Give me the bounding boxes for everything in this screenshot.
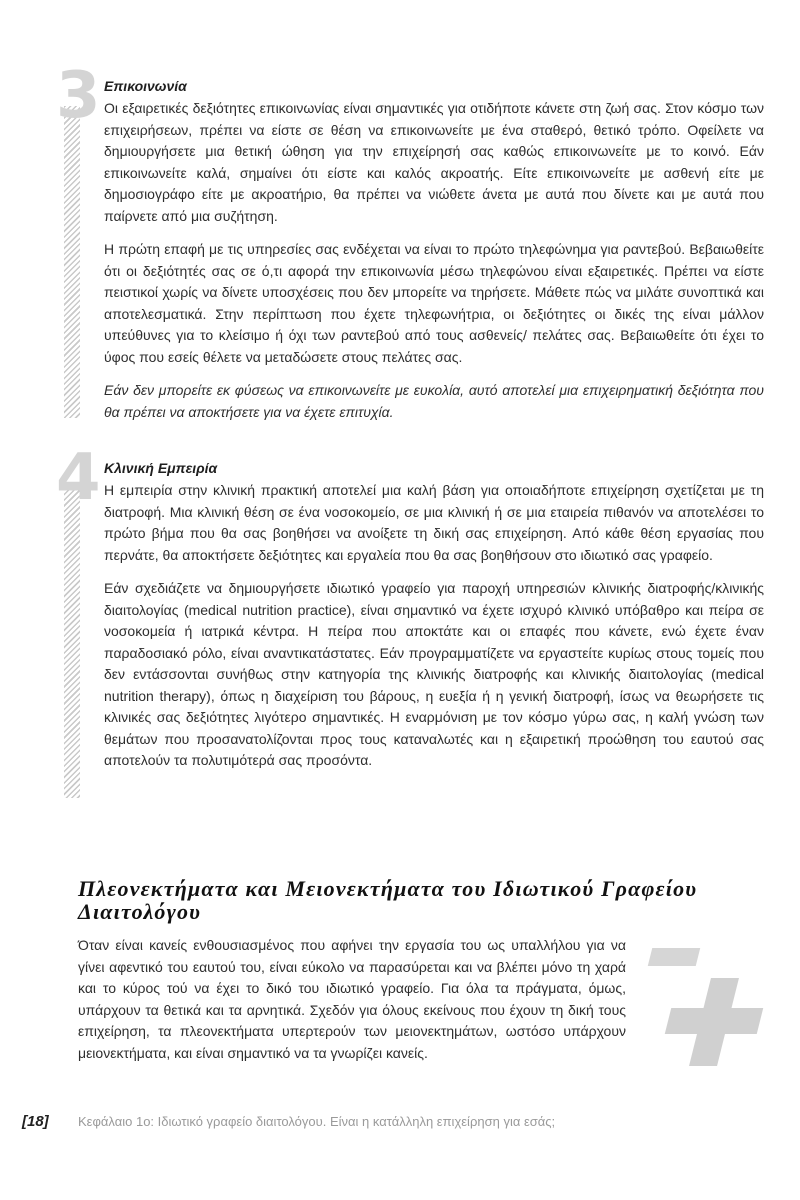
section-rail	[64, 106, 80, 418]
minus-icon	[648, 948, 700, 966]
pros-cons-title: Πλεονεκτήματα και Μειονεκτήματα του Ιδιωτικού Γραφείου Διαιτολόγου	[78, 876, 698, 924]
section-number: 3	[56, 59, 101, 133]
paragraph: Η εμπειρία στην κλινική πρακτική αποτελεί μια καλή βάση για οποιαδήποτε επιχείρηση σχετίζεται με τη διατροφή. Μια κλινική θέση σε ένα νοσοκομείο, σε μια κλινική ή σε μια εταιρεία πιθανόν να αποτελέσει το πρώτο βήμα που θα σας βοηθήσει να ανοίξετε τη δική σας επιχείρηση. Από κάθε θέση εργασίας που περνάτε, θα αποκτήσετε δεξιότητες και εργαλεία που θα σας βοηθήσουν στο ιδιωτικό σας γραφείο.	[104, 482, 764, 563]
section-heading: Κλινική Εμπειρία	[104, 460, 218, 476]
page-number: [18]	[22, 1113, 49, 1130]
chapter-footer: Κεφάλαιο 1ο: Ιδιωτικό γραφείο διαιτολόγου. Είναι η κατάλληλη επιχείρηση για εσάς;	[78, 1114, 556, 1129]
section-number: 4	[56, 441, 101, 515]
section-body	[104, 460, 764, 784]
section-heading: Επικοινωνία	[104, 78, 187, 94]
section-rail	[64, 488, 80, 798]
italic-note: Εάν δεν μπορείτε εκ φύσεως να επικοινωνείτε με ευκολία, αυτό αποτελεί μια επιχειρηματική δεξιότητα που θα πρέπει να αποκτήσετε για να έχετε επιτυχία.	[104, 382, 764, 420]
pros-cons-intro: Όταν είναι κανείς ενθουσιασμένος που αφήνει την εργασία του ως υπαλλήλου για να γίνει αφεντικό του εαυτού του, είναι εύκολο να παρασύρεται και να βλέπει μόνο τη χαρά και το κύρος τού να έχει το δικό του ιδιωτικό γραφείο. Για όλα τα πράγματα, όμως, υπάρχουν τα θετικά και τα αρνητικά. Σχεδόν για όλους εκείνους που έχουν τη δική τους επιχείρηση, τα πλεονεκτήματα υπερτερούν των μειονεκτημάτων, ωστόσο υπάρχουν μειονεκτήματα, και είναι σημαντικό να τα γνωρίζει κανείς.	[78, 937, 626, 1061]
paragraph: Η πρώτη επαφή με τις υπηρεσίες σας ενδέχεται να είναι το πρώτο τηλεφώνημα για ραντεβού. Βεβαιωθείτε ότι οι δεξιότητές σας σε ό,τι αφορά την επικοινωνία μέσω τηλεφώνου είναι εξαιρετικές. Πρέπει να είστε πειστικοί χωρίς να δίνετε υποσχέσεις που δεν μπορείτε να τηρήσετε. Μάθετε πώς να μιλάτε συνοπτικά και αποτελεσματικά. Στην περίπτωση που έχετε τηλεφωνήτρια, οι δεξιότητες οι δικές της είναι μάλλον υπεύθυνες για το κλείσιμο ή όχι των ραντεβού από τους ασθενείς/ πελάτες σας. Βεβαιωθείτε ότι έχει το ύφος που εσείς θέλετε να μεταδώσετε στους πελάτες σας.	[104, 241, 764, 365]
paragraph: Οι εξαιρετικές δεξιότητες επικοινωνίας είναι σημαντικές για οτιδήποτε κάνετε στη ζωή σας. Στον κόσμο των επιχειρήσεων, πρέπει να είστε σε θέση να επικοινωνείτε με ένα σταθερό, θετικό τρόπο. Οφείλετε να δημιουργήσετε μια θετική ώθηση για την επιχείρησή σας καθώς επικοινωνείτε με το κοινό. Εάν επικοινωνείτε καλά, σημαίνει ότι είστε και καλός ακροατής. Είτε επικοινωνείτε με ασθενή είτε με δημοσιογράφο είτε με ακροατήριο, θα πρέπει να νιώθετε άνετα με αυτά που δίνετε και με αυτά που παίρνετε από μια συζήτηση.	[104, 100, 764, 224]
paragraph: Εάν σχεδιάζετε να δημιουργήσετε ιδιωτικό γραφείο για παροχή υπηρεσιών κλινικής διατροφής/κλινικής διαιτολογίας (medical nutrition practice), είναι σημαντικό να έχετε ισχυρό κλινικό υπόβαθρο και πείρα σε νοσοκομεία ή ιατρικά κέντρα. Η πείρα που αποκτάτε και οι επαφές που κάνετε, ενώ έχετε έναν παραδοσιακό ρόλο, είναι αναντικατάστατες. Εάν προγραμματίζετε να εργαστείτε κυρίως στους τομείς που δεν εντάσσονται συνήθως στην κατηγορία της κλινικής διατροφής και κλινικής διαιτολογίας (medical nutrition therapy), όπως η διαχείριση του βάρους, η ευεξία ή η γενική διατροφή, ίσως να θεωρήσετε τις κλινικές σας δεξιότητες λιγότερο σημαντικές. Η εναρμόνιση με τον κόσμο γύρω σας, η καλή γνώση των θεμάτων που προσανατολίζονται προς τους καταναλωτές και η εξαιρετική προώθηση του εαυτού σας αποτελούν τα πολυτιμότερά σας προσόντα.	[104, 580, 764, 768]
section-body	[104, 78, 764, 435]
plus-icon	[668, 978, 764, 1066]
section-clinical-experience	[56, 441, 764, 800]
section-communication	[56, 59, 764, 420]
